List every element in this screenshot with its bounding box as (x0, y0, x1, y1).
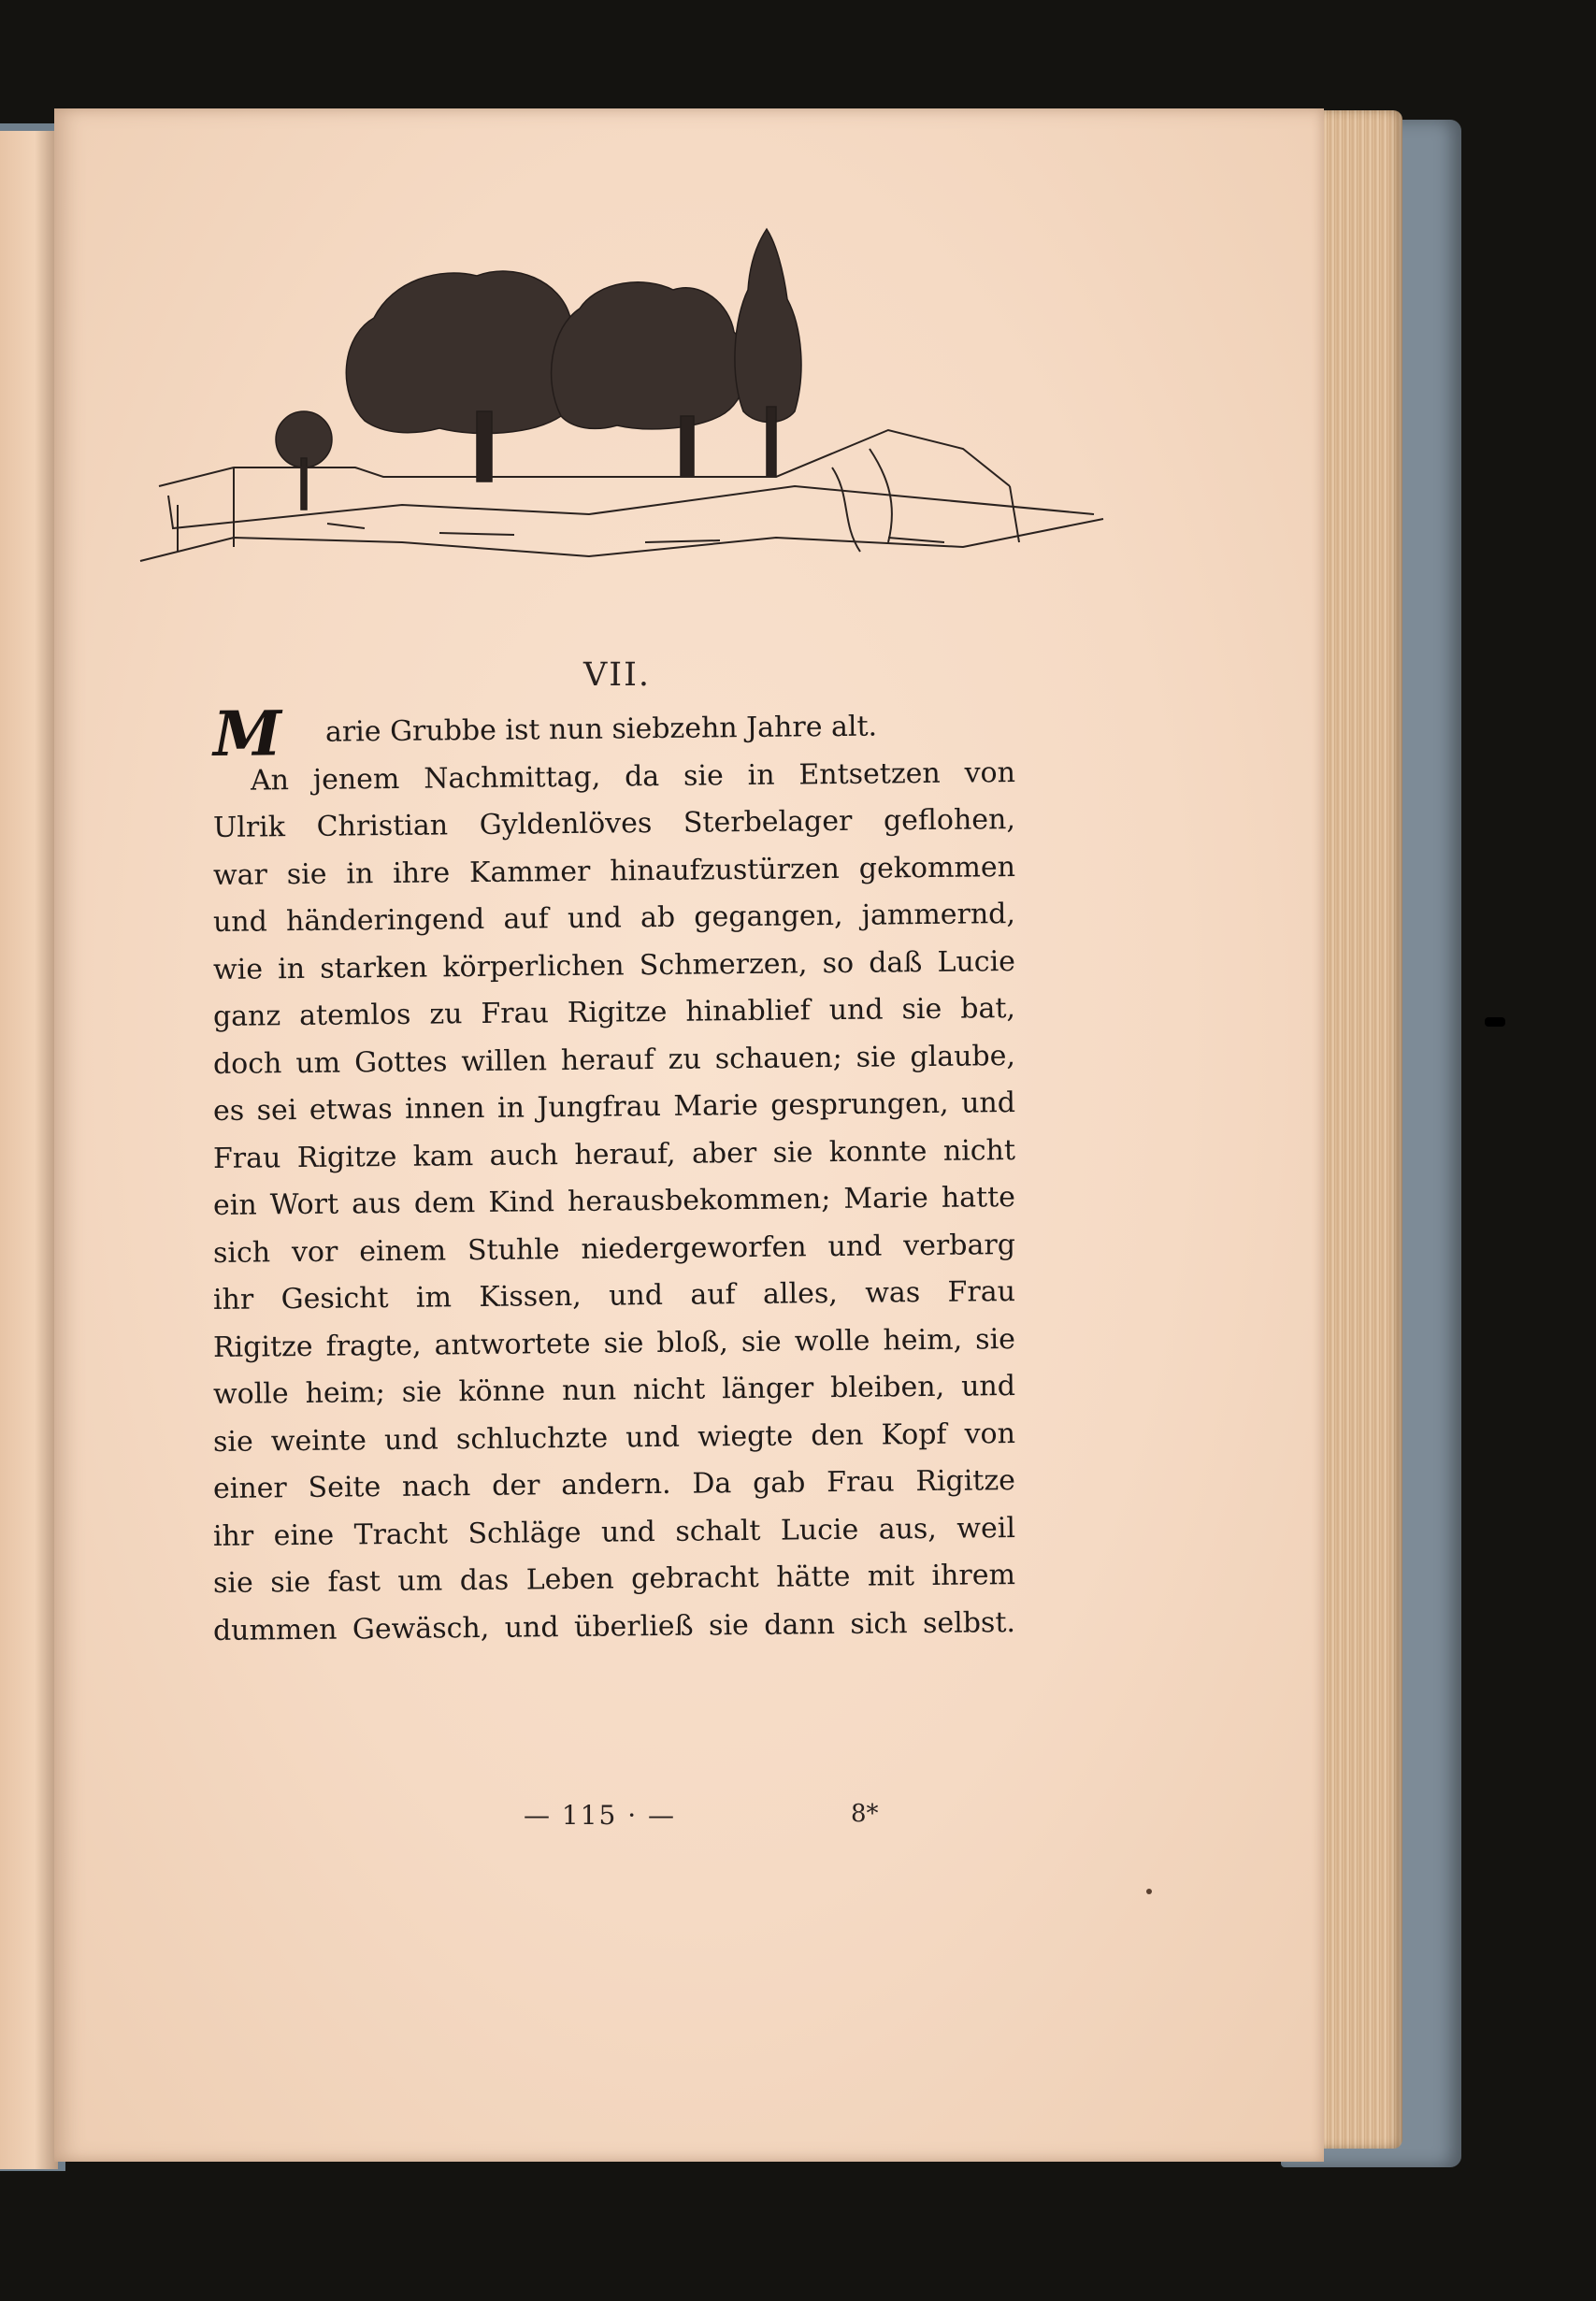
text-line: doch um Gottes willen herauf zu schauen; sie glaube, (212, 1039, 1016, 1081)
text-line: M arie Grubbe ist nun siebzehn Jahre alt. (212, 697, 878, 770)
cover-mark (1485, 1017, 1505, 1027)
text-line: An jenem Nachmittag, da sie in Entsetzen von (250, 755, 1016, 798)
text-line: Rigitze fragte, antwortete sie bloß, sie wolle heim, sie (212, 1322, 1016, 1364)
text-line: wolle heim; sie könne nun nicht länger bleiben, und (212, 1370, 1016, 1411)
text-line: war sie in ihre Kammer hinaufzustürzen gekommen (212, 850, 1016, 892)
chapter-number: VII. (582, 656, 652, 694)
text-line: sie sie fast um das Leben gebracht hätte mit ihrem (212, 1559, 1016, 1600)
trees-landscape-icon (122, 187, 1113, 636)
text-line: sie weinte und schluchzte und wiegte den Kopf von (212, 1417, 1016, 1459)
paper-speck (1146, 1889, 1152, 1894)
text-line: wie in starken körperlichen Schmerzen, so daß Lucie (212, 944, 1016, 986)
text-line: ihr Gesicht im Kissen, und auf alles, was Frau (212, 1275, 1016, 1316)
text-line: ihr eine Tracht Schläge und schalt Lucie aus, weil (212, 1511, 1016, 1553)
text-line: sich vor einem Stuhle niedergeworfen und verbarg (212, 1228, 1016, 1270)
text-line: es sei etwas innen in Jungfrau Marie gesprungen, und (212, 1086, 1016, 1128)
chapter-text (212, 697, 1016, 1655)
text-line: Frau Rigitze kam auch herauf, aber sie konnte nicht (212, 1133, 1016, 1175)
left-page-edge (0, 131, 58, 2169)
signature-mark: 8* (851, 1800, 879, 1828)
text-line: und händeringend auf und ab gegangen, jammernd, (212, 898, 1016, 939)
text-line: Ulrik Christian Gyldenlöves Sterbelager geflohen, (212, 803, 1016, 844)
text-line: dummen Gewäsch, und überließ sie dann sich selbst. (212, 1605, 1016, 1647)
text-line: ein Wort aus dem Kind herausbekommen; Marie hatte (212, 1181, 1016, 1222)
page-number: — 115 · — (524, 1800, 677, 1831)
drop-cap: M (212, 697, 282, 770)
text-line: ganz atemlos zu Frau Rigitze hinablief und sie bat, (212, 992, 1016, 1033)
text-line: einer Seite nach der andern. Da gab Frau Rigitze (212, 1464, 1016, 1505)
